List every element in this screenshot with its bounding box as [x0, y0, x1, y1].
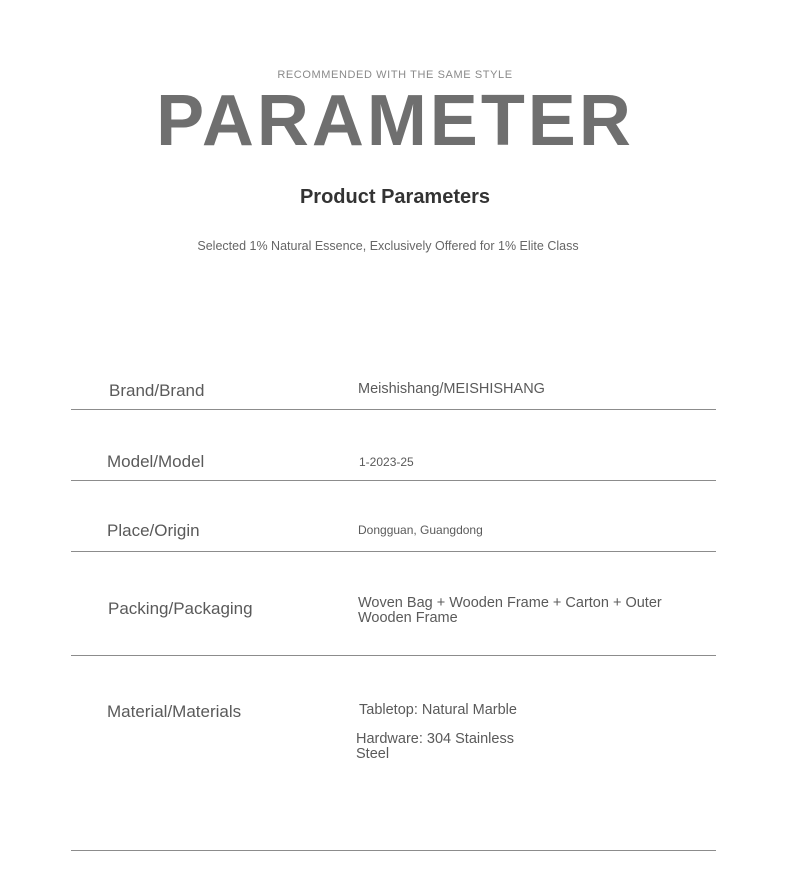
param-value-hardware: Hardware: 304 Stainless Steel — [356, 731, 514, 762]
row-divider — [71, 409, 716, 410]
section-eyebrow: RECOMMENDED WITH THE SAME STYLE — [277, 69, 513, 81]
param-label-materials: Material/Materials — [107, 702, 242, 721]
row-divider — [71, 551, 716, 552]
param-value-tabletop: Tabletop: Natural Marble — [359, 702, 517, 718]
row-divider — [71, 850, 716, 851]
section-subtitle: Product Parameters — [299, 186, 491, 208]
param-label-model: Model/Model — [107, 452, 205, 471]
param-label-packaging: Packing/Packaging — [108, 599, 253, 618]
section-tagline: Selected 1% Natural Essence, Exclusively Offered for 1% Elite Class — [197, 239, 579, 253]
row-divider — [71, 655, 716, 656]
param-value-model: 1-2023-25 — [359, 455, 414, 469]
page-title: PARAMETER — [156, 81, 634, 161]
param-value-origin: Dongguan, Guangdong — [358, 523, 483, 537]
param-value-brand: Meishishang/MEISHISHANG — [358, 381, 545, 397]
param-label-brand: Brand/Brand — [109, 381, 205, 400]
param-value-packaging: Woven Bag + Wooden Frame + Carton + Outer Wooden Frame — [358, 595, 662, 626]
row-divider — [71, 480, 716, 481]
param-label-origin: Place/Origin — [107, 521, 200, 540]
